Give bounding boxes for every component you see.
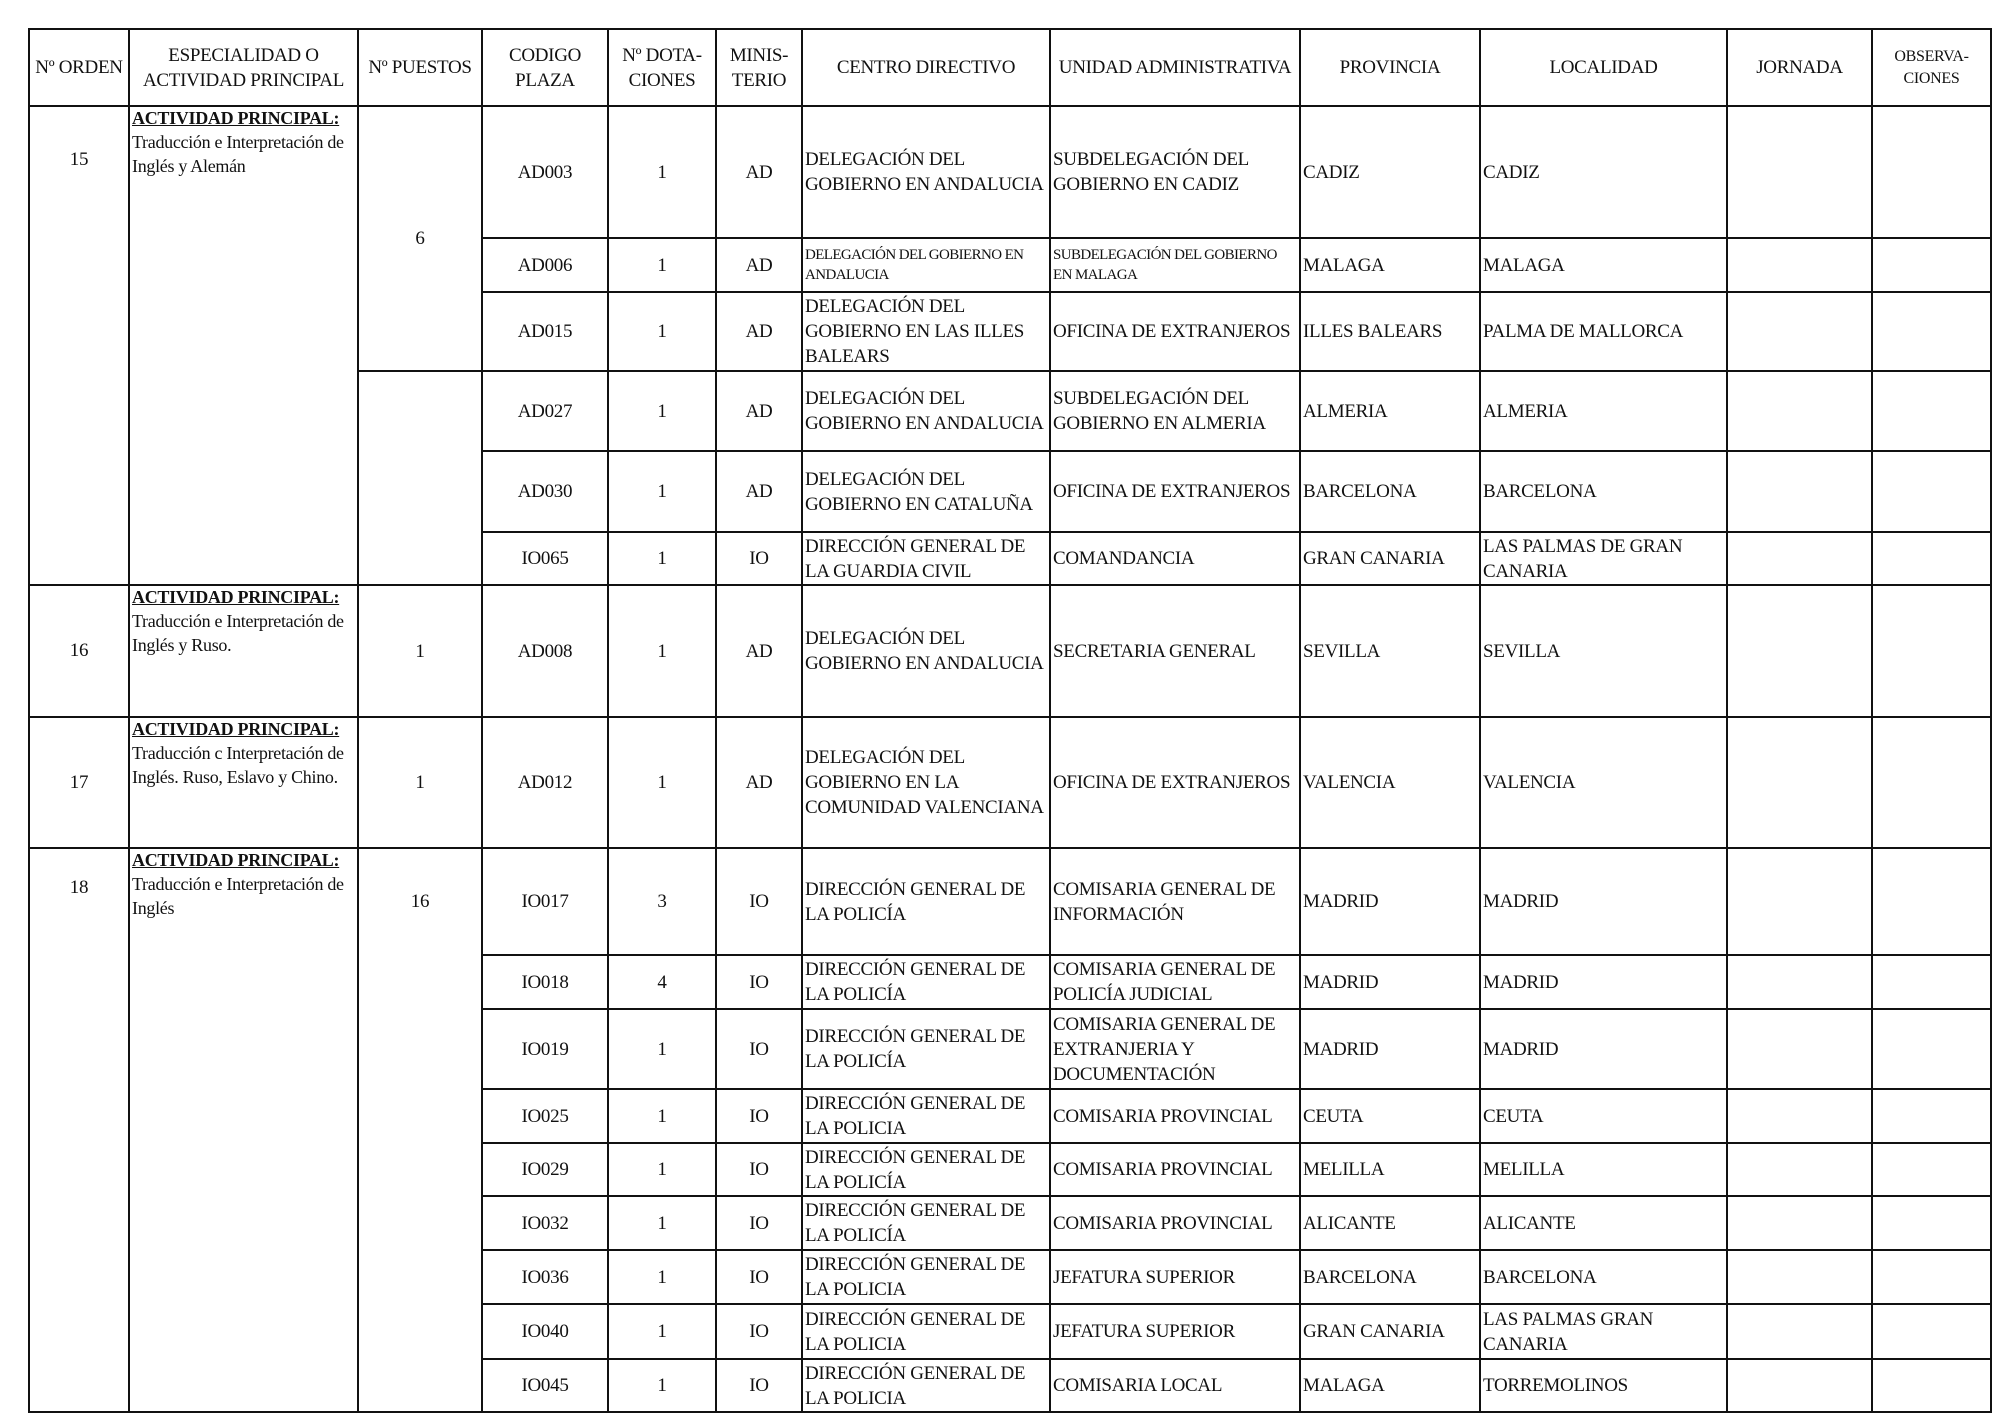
provincia-cell: MADRID — [1300, 848, 1480, 955]
dotaciones-cell: 1 — [608, 371, 716, 451]
centro-cell: DELEGACIÓN DEL GOBIERNO EN ANDALUCIA — [802, 371, 1050, 451]
codigo-cell: IO017 — [482, 848, 608, 955]
especialidad-title: ACTIVIDAD PRINCIPAL: — [132, 587, 340, 607]
localidad-cell: PALMA DE MALLORCA — [1480, 292, 1727, 371]
localidad-cell: LAS PALMAS DE GRAN CANARIA — [1480, 532, 1727, 585]
codigo-cell: IO065 — [482, 532, 608, 585]
jornada-cell — [1727, 1250, 1872, 1304]
centro-cell: DIRECCIÓN GENERAL DE LA POLICÍA — [802, 1009, 1050, 1089]
jornada-cell — [1727, 1089, 1872, 1143]
table-header — [29, 29, 1991, 106]
unidad-cell: COMANDANCIA — [1050, 532, 1300, 585]
ministerio-cell: IO — [716, 848, 802, 955]
unidad-cell: COMISARIA PROVINCIAL — [1050, 1196, 1300, 1250]
header-codigo-plaza: CODIGO PLAZA — [482, 29, 608, 106]
localidad-cell: BARCELONA — [1480, 451, 1727, 532]
unidad-cell: COMISARIA PROVINCIAL — [1050, 1089, 1300, 1143]
localidad-cell: CEUTA — [1480, 1089, 1727, 1143]
jornada-cell — [1727, 238, 1872, 292]
localidad-cell: MELILLA — [1480, 1143, 1727, 1196]
provincia-cell: GRAN CANARIA — [1300, 1304, 1480, 1359]
table-row — [29, 585, 1991, 717]
localidad-cell: CADIZ — [1480, 106, 1727, 238]
provincia-cell: CADIZ — [1300, 106, 1480, 238]
especialidad-title: ACTIVIDAD PRINCIPAL: — [132, 850, 340, 870]
dotaciones-cell: 1 — [608, 1143, 716, 1196]
header-orden: Nº ORDEN — [29, 29, 129, 106]
unidad-cell: OFICINA DE EXTRANJEROS — [1050, 451, 1300, 532]
centro-cell: DIRECCIÓN GENERAL DE LA POLICIA — [802, 1359, 1050, 1412]
provincia-cell: MADRID — [1300, 955, 1480, 1009]
especialidad-cell — [129, 717, 358, 848]
orden-number: 17 — [69, 772, 89, 793]
observaciones-cell — [1872, 1009, 1991, 1089]
header-ministerio: MINIS-TERIO — [716, 29, 802, 106]
codigo-cell: IO036 — [482, 1250, 608, 1304]
provincia-cell: GRAN CANARIA — [1300, 532, 1480, 585]
provincia-cell: CEUTA — [1300, 1089, 1480, 1143]
localidad-cell: ALICANTE — [1480, 1196, 1727, 1250]
header-localidad: LOCALIDAD — [1480, 29, 1727, 106]
observaciones-cell — [1872, 848, 1991, 955]
provincia-cell: BARCELONA — [1300, 1250, 1480, 1304]
codigo-cell: AD027 — [482, 371, 608, 451]
header-unidad-administrativa: UNIDAD ADMINISTRATIVA — [1050, 29, 1300, 106]
dotaciones-cell: 1 — [608, 1359, 716, 1412]
observaciones-cell — [1872, 451, 1991, 532]
observaciones-cell — [1872, 532, 1991, 585]
localidad-cell: BARCELONA — [1480, 1250, 1727, 1304]
especialidad-text: Traducción e Interpretación de Inglés y Alemán — [132, 132, 344, 176]
jornada-cell — [1727, 371, 1872, 451]
observaciones-cell — [1872, 717, 1991, 848]
header-observaciones: OBSERVA-CIONES — [1872, 29, 1991, 106]
header-dotaciones: Nº DOTA-CIONES — [608, 29, 716, 106]
observaciones-cell — [1872, 292, 1991, 371]
dotaciones-cell: 1 — [608, 585, 716, 717]
codigo-cell: IO032 — [482, 1196, 608, 1250]
jornada-cell — [1727, 532, 1872, 585]
ministerio-cell: AD — [716, 451, 802, 532]
codigo-cell: AD003 — [482, 106, 608, 238]
observaciones-cell — [1872, 106, 1991, 238]
centro-cell: DIRECCIÓN GENERAL DE LA POLICÍA — [802, 1196, 1050, 1250]
codigo-cell: IO045 — [482, 1359, 608, 1412]
provincia-cell: ILLES BALEARS — [1300, 292, 1480, 371]
dotaciones-cell: 4 — [608, 955, 716, 1009]
ministerio-cell: IO — [716, 1089, 802, 1143]
puestos-cell: 1 — [358, 585, 482, 717]
ministerio-cell: AD — [716, 585, 802, 717]
provincia-cell: MELILLA — [1300, 1143, 1480, 1196]
codigo-cell: AD012 — [482, 717, 608, 848]
unidad-cell: SECRETARIA GENERAL — [1050, 585, 1300, 717]
orden-cell — [29, 106, 129, 585]
jornada-cell — [1727, 585, 1872, 717]
unidad-cell: OFICINA DE EXTRANJEROS — [1050, 717, 1300, 848]
jornada-cell — [1727, 292, 1872, 371]
ministerio-cell: IO — [716, 1250, 802, 1304]
unidad-cell: COMISARIA GENERAL DE EXTRANJERIA Y DOCUMENTACIÓN — [1050, 1009, 1300, 1089]
dotaciones-cell: 1 — [608, 451, 716, 532]
ministerio-cell: IO — [716, 1143, 802, 1196]
centro-cell: DELEGACIÓN DEL GOBIERNO EN ANDALUCIA — [802, 585, 1050, 717]
codigo-cell: IO018 — [482, 955, 608, 1009]
ministerio-cell: IO — [716, 1196, 802, 1250]
provincia-cell: MADRID — [1300, 1009, 1480, 1089]
observaciones-cell — [1872, 1143, 1991, 1196]
provincia-cell: ALICANTE — [1300, 1196, 1480, 1250]
especialidad-text: Traducción c Interpretación de Inglés. Ruso, Eslavo y Chino. — [132, 743, 344, 787]
ministerio-cell: AD — [716, 371, 802, 451]
jornada-cell — [1727, 1304, 1872, 1359]
codigo-cell: IO019 — [482, 1009, 608, 1089]
ministerio-cell: AD — [716, 292, 802, 371]
dotaciones-cell: 1 — [608, 532, 716, 585]
header-jornada: JORNADA — [1727, 29, 1872, 106]
centro-cell: DIRECCIÓN GENERAL DE LA POLICIA — [802, 1304, 1050, 1359]
centro-cell: DIRECCIÓN GENERAL DE LA POLICIA — [802, 1089, 1050, 1143]
dotaciones-cell: 1 — [608, 1009, 716, 1089]
localidad-cell: ALMERIA — [1480, 371, 1727, 451]
especialidad-cell — [129, 585, 358, 717]
ministerio-cell: IO — [716, 532, 802, 585]
centro-cell: DIRECCIÓN GENERAL DE LA POLICIA — [802, 1250, 1050, 1304]
codigo-cell: AD006 — [482, 238, 608, 292]
puestos-cell: 6 — [358, 106, 482, 371]
observaciones-cell — [1872, 238, 1991, 292]
unidad-cell: JEFATURA SUPERIOR — [1050, 1250, 1300, 1304]
orden-cell — [29, 848, 129, 1412]
dotaciones-cell: 1 — [608, 1304, 716, 1359]
orden-number: 16 — [69, 640, 89, 661]
provincia-cell: ALMERIA — [1300, 371, 1480, 451]
header-especialidad: ESPECIALIDAD O ACTIVIDAD PRINCIPAL — [129, 29, 358, 106]
centro-cell: DIRECCIÓN GENERAL DE LA GUARDIA CIVIL — [802, 532, 1050, 585]
codigo-cell: AD015 — [482, 292, 608, 371]
orden-cell — [29, 585, 129, 717]
centro-cell: DELEGACIÓN DEL GOBIERNO EN CATALUÑA — [802, 451, 1050, 532]
dotaciones-cell: 1 — [608, 1196, 716, 1250]
especialidad-cell — [129, 848, 358, 1412]
centro-cell: DELEGACIÓN DEL GOBIERNO EN LAS ILLES BALEARS — [802, 292, 1050, 371]
codigo-cell: IO040 — [482, 1304, 608, 1359]
ministerio-cell: AD — [716, 717, 802, 848]
codigo-cell: IO025 — [482, 1089, 608, 1143]
centro-cell: DIRECCIÓN GENERAL DE LA POLICÍA — [802, 1143, 1050, 1196]
localidad-cell: SEVILLA — [1480, 585, 1727, 717]
unidad-cell: COMISARIA LOCAL — [1050, 1359, 1300, 1412]
jornada-cell — [1727, 1196, 1872, 1250]
orden-number: 18 — [69, 877, 89, 898]
codigo-cell: AD030 — [482, 451, 608, 532]
table-row — [29, 848, 1991, 955]
ministerio-cell: AD — [716, 106, 802, 238]
unidad-cell: SUBDELEGACIÓN DEL GOBIERNO EN CADIZ — [1050, 106, 1300, 238]
jornada-cell — [1727, 955, 1872, 1009]
jornada-cell — [1727, 1009, 1872, 1089]
provincia-cell: BARCELONA — [1300, 451, 1480, 532]
dotaciones-cell: 1 — [608, 292, 716, 371]
orden-cell — [29, 717, 129, 848]
dotaciones-cell: 1 — [608, 238, 716, 292]
unidad-cell: JEFATURA SUPERIOR — [1050, 1304, 1300, 1359]
ministerio-cell: AD — [716, 238, 802, 292]
unidad-cell: COMISARIA PROVINCIAL — [1050, 1143, 1300, 1196]
observaciones-cell — [1872, 1089, 1991, 1143]
unidad-cell: COMISARIA GENERAL DE INFORMACIÓN — [1050, 848, 1300, 955]
centro-cell: DIRECCIÓN GENERAL DE LA POLICÍA — [802, 955, 1050, 1009]
centro-cell: DELEGACIÓN DEL GOBIERNO EN ANDALUCIA — [802, 238, 1050, 292]
especialidad-text: Traducción e Interpretación de Inglés — [132, 874, 344, 918]
ministerio-cell: IO — [716, 1009, 802, 1089]
table-body — [29, 106, 1991, 1412]
jornada-cell — [1727, 1143, 1872, 1196]
unidad-cell: COMISARIA GENERAL DE POLICÍA JUDICIAL — [1050, 955, 1300, 1009]
observaciones-cell — [1872, 585, 1991, 717]
observaciones-cell — [1872, 1196, 1991, 1250]
dotaciones-cell: 1 — [608, 717, 716, 848]
header-centro-directivo: CENTRO DIRECTIVO — [802, 29, 1050, 106]
plazas-table — [28, 28, 1992, 1413]
puestos-cell — [358, 371, 482, 585]
jornada-cell — [1727, 848, 1872, 955]
jornada-cell — [1727, 1359, 1872, 1412]
dotaciones-cell: 1 — [608, 106, 716, 238]
codigo-cell: AD008 — [482, 585, 608, 717]
provincia-cell: MALAGA — [1300, 1359, 1480, 1412]
observaciones-cell — [1872, 955, 1991, 1009]
observaciones-cell — [1872, 1359, 1991, 1412]
table-row — [29, 717, 1991, 848]
jornada-cell — [1727, 451, 1872, 532]
observaciones-cell — [1872, 1304, 1991, 1359]
localidad-cell: TORREMOLINOS — [1480, 1359, 1727, 1412]
provincia-cell: SEVILLA — [1300, 585, 1480, 717]
unidad-cell: SUBDELEGACIÓN DEL GOBIERNO EN ALMERIA — [1050, 371, 1300, 451]
orden-number: 15 — [69, 149, 89, 170]
centro-cell: DELEGACIÓN DEL GOBIERNO EN ANDALUCIA — [802, 106, 1050, 238]
centro-cell: DELEGACIÓN DEL GOBIERNO EN LA COMUNIDAD VALENCIANA — [802, 717, 1050, 848]
dotaciones-cell: 1 — [608, 1089, 716, 1143]
localidad-cell: LAS PALMAS GRAN CANARIA — [1480, 1304, 1727, 1359]
ministerio-cell: IO — [716, 1359, 802, 1412]
jornada-cell — [1727, 106, 1872, 238]
ministerio-cell: IO — [716, 955, 802, 1009]
unidad-cell: SUBDELEGACIÓN DEL GOBIERNO EN MALAGA — [1050, 238, 1300, 292]
puestos-cell: 1 — [358, 717, 482, 848]
codigo-cell: IO029 — [482, 1143, 608, 1196]
especialidad-title: ACTIVIDAD PRINCIPAL: — [132, 108, 340, 128]
header-puestos: Nº PUESTOS — [358, 29, 482, 106]
unidad-cell: OFICINA DE EXTRANJEROS — [1050, 292, 1300, 371]
observaciones-cell — [1872, 1250, 1991, 1304]
provincia-cell: VALENCIA — [1300, 717, 1480, 848]
centro-cell: DIRECCIÓN GENERAL DE LA POLICÍA — [802, 848, 1050, 955]
table-row — [29, 106, 1991, 238]
localidad-cell: MADRID — [1480, 955, 1727, 1009]
dotaciones-cell: 3 — [608, 848, 716, 955]
localidad-cell: MADRID — [1480, 1009, 1727, 1089]
header-provincia: PROVINCIA — [1300, 29, 1480, 106]
dotaciones-cell: 1 — [608, 1250, 716, 1304]
puestos-cell: 16 — [358, 848, 482, 1412]
localidad-cell: MADRID — [1480, 848, 1727, 955]
especialidad-title: ACTIVIDAD PRINCIPAL: — [132, 719, 340, 739]
jornada-cell — [1727, 717, 1872, 848]
ministerio-cell: IO — [716, 1304, 802, 1359]
observaciones-cell — [1872, 371, 1991, 451]
especialidad-text: Traducción e Interpretación de Inglés y Ruso. — [132, 611, 344, 655]
localidad-cell: VALENCIA — [1480, 717, 1727, 848]
localidad-cell: MALAGA — [1480, 238, 1727, 292]
provincia-cell: MALAGA — [1300, 238, 1480, 292]
especialidad-cell — [129, 106, 358, 585]
